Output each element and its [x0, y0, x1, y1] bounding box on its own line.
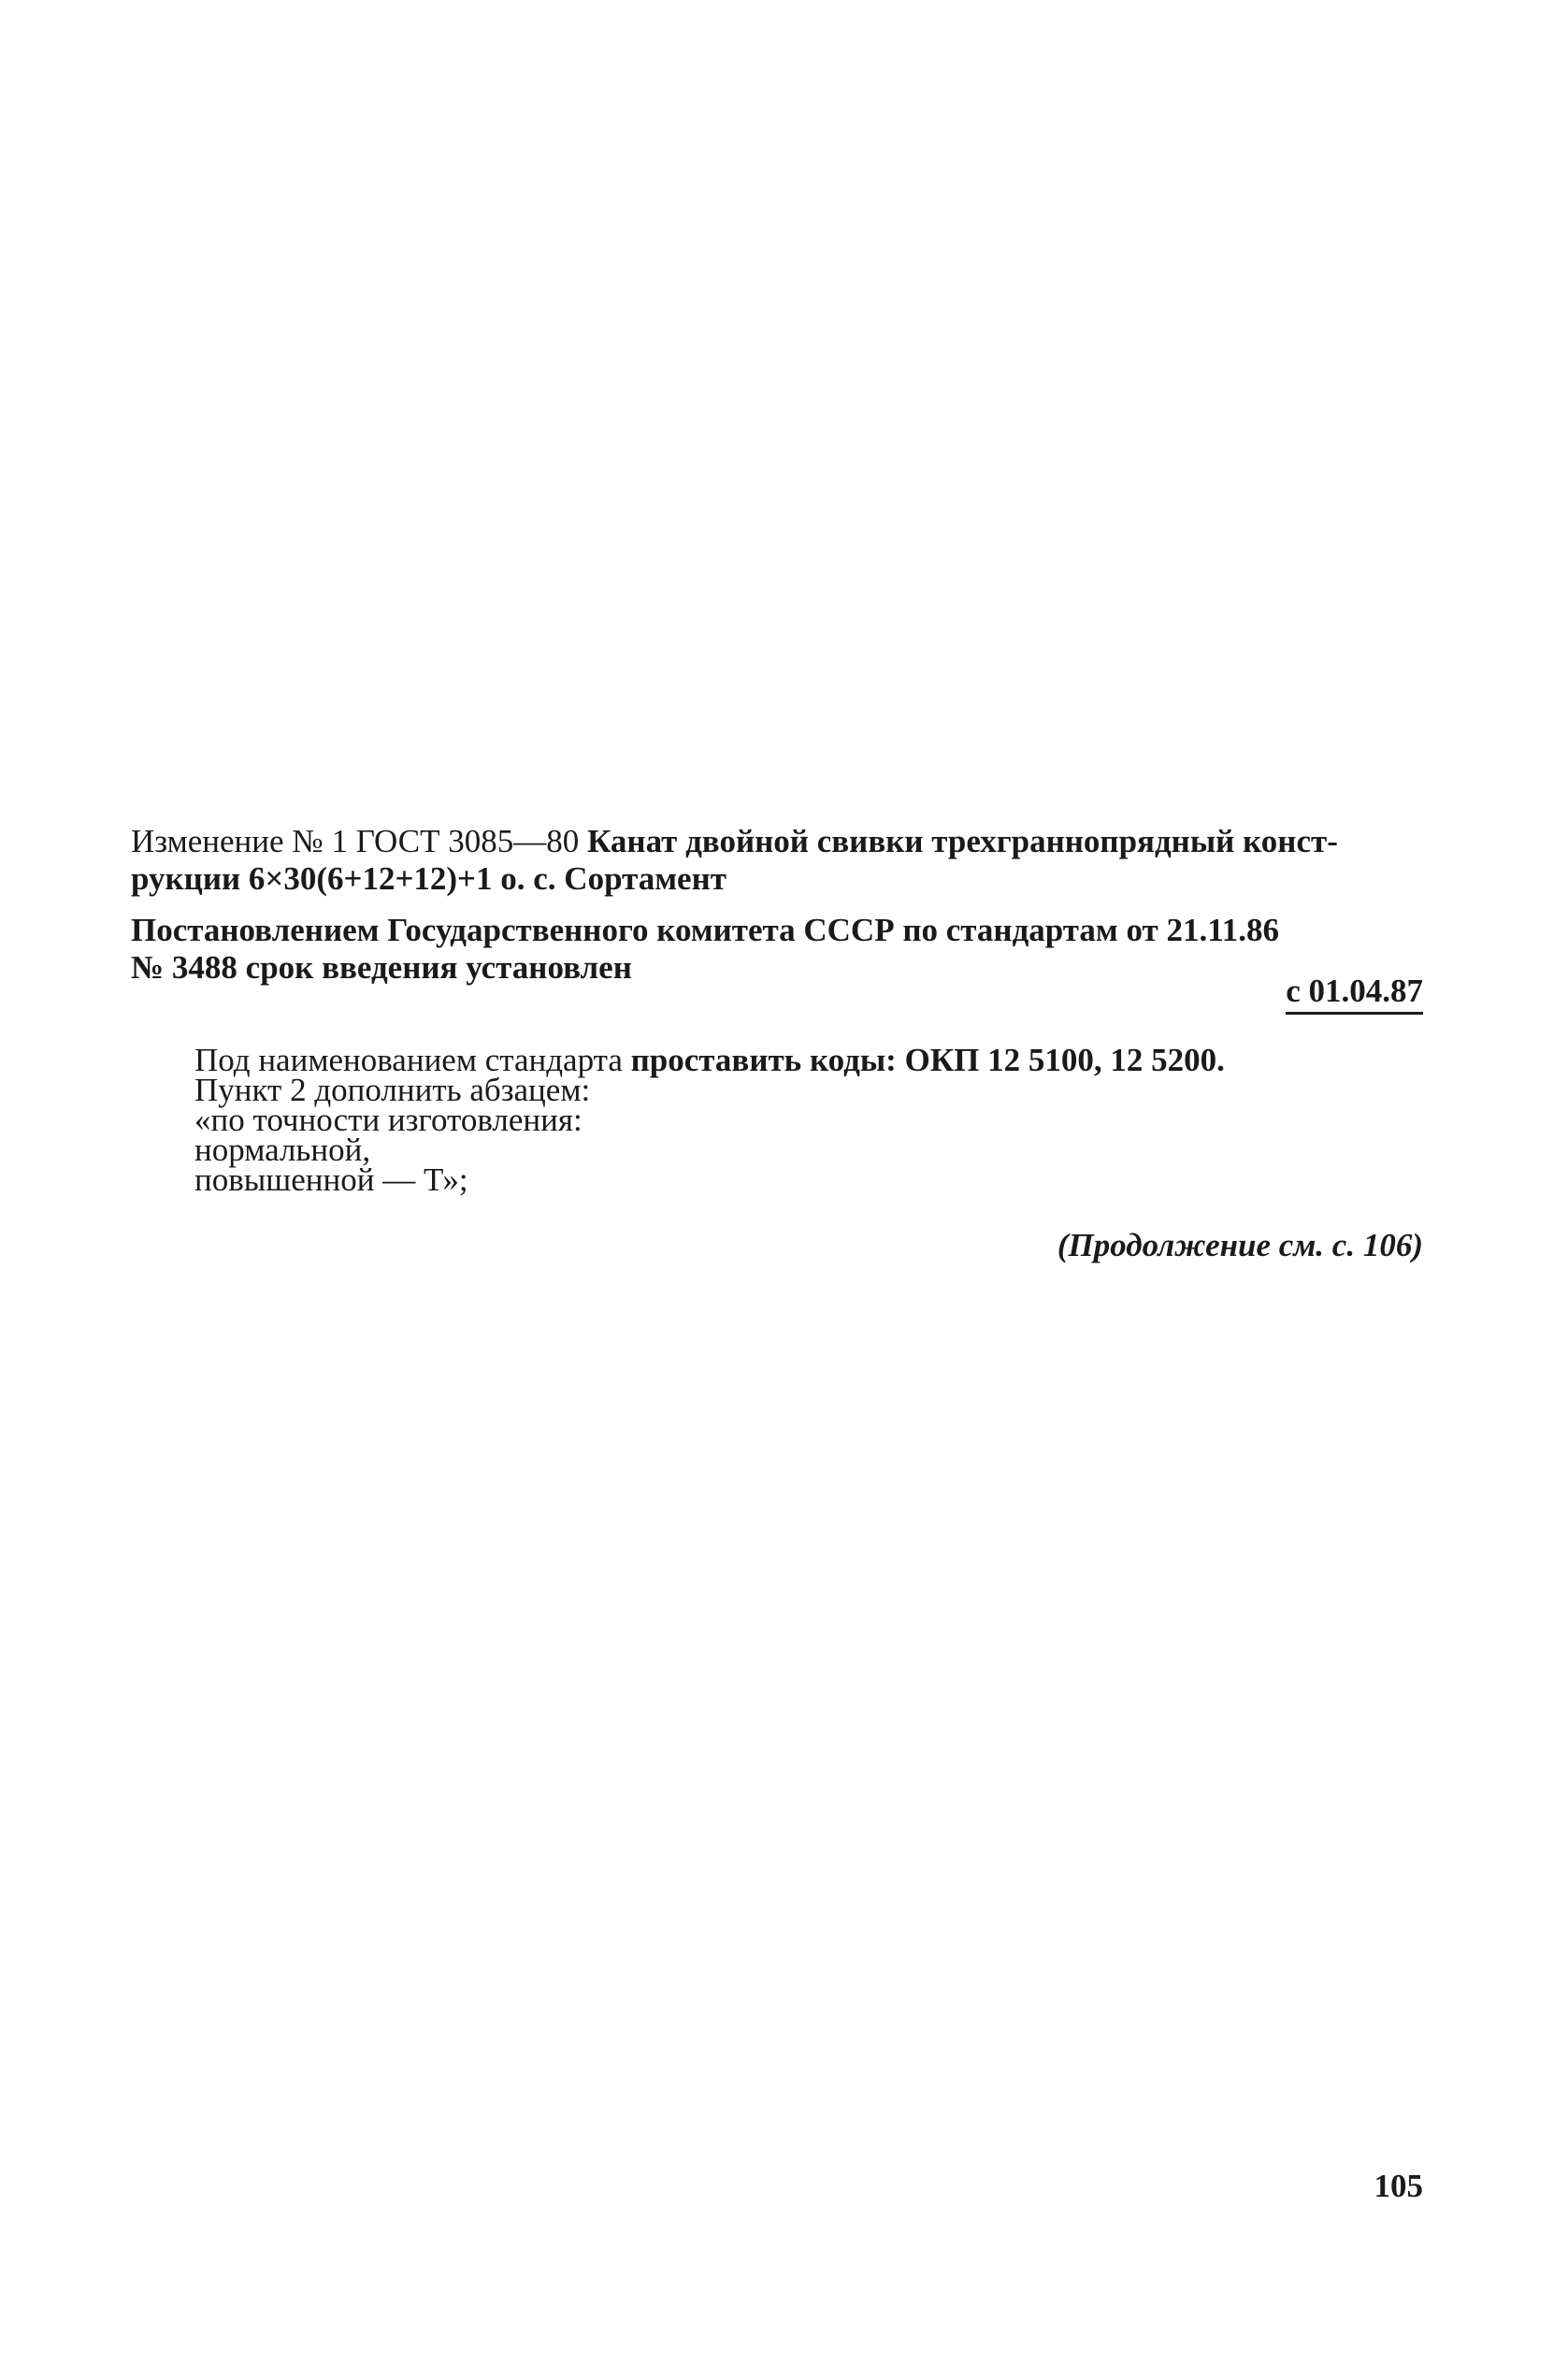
standard-title-part2: рукции 6×30(6+12+12)+1 о. с. Сортамент: [131, 860, 726, 897]
body-line-2: Пункт 2 дополнить абзацем:: [194, 1072, 591, 1108]
standard-title-part1: Канат двойной свивки трехграннопрядный конст-: [586, 823, 1338, 859]
body-line-4: нормальной,: [194, 1132, 371, 1168]
resolution-line1: Постановлением Государственного комитета СССР по стандартам от 21.11.86: [131, 912, 1280, 948]
body-line-1-plain: Под наименованием стандарта: [194, 1042, 631, 1078]
body-line-5: повышенной — Т»;: [194, 1161, 468, 1198]
amendment-body: [194, 1042, 1429, 1198]
resolution-line2: 3488 срок введения установлен: [164, 949, 632, 986]
continuation-note: (Продолжение см. с. 106): [1057, 1227, 1423, 1263]
resolution-number-sign: №: [131, 949, 165, 986]
body-line-1-bold: проставить коды: ОКП 12 5100, 12 5200.: [630, 1042, 1225, 1078]
page-number: 105: [1374, 2168, 1423, 2204]
change-number: Изменение № 1 ГОСТ 3085—80: [131, 823, 587, 859]
resolution-text: [131, 912, 1423, 987]
body-line-3: «по точности изготовления:: [194, 1102, 583, 1138]
change-heading: [131, 823, 1423, 898]
effective-date: с 01.04.87: [1286, 973, 1423, 1015]
